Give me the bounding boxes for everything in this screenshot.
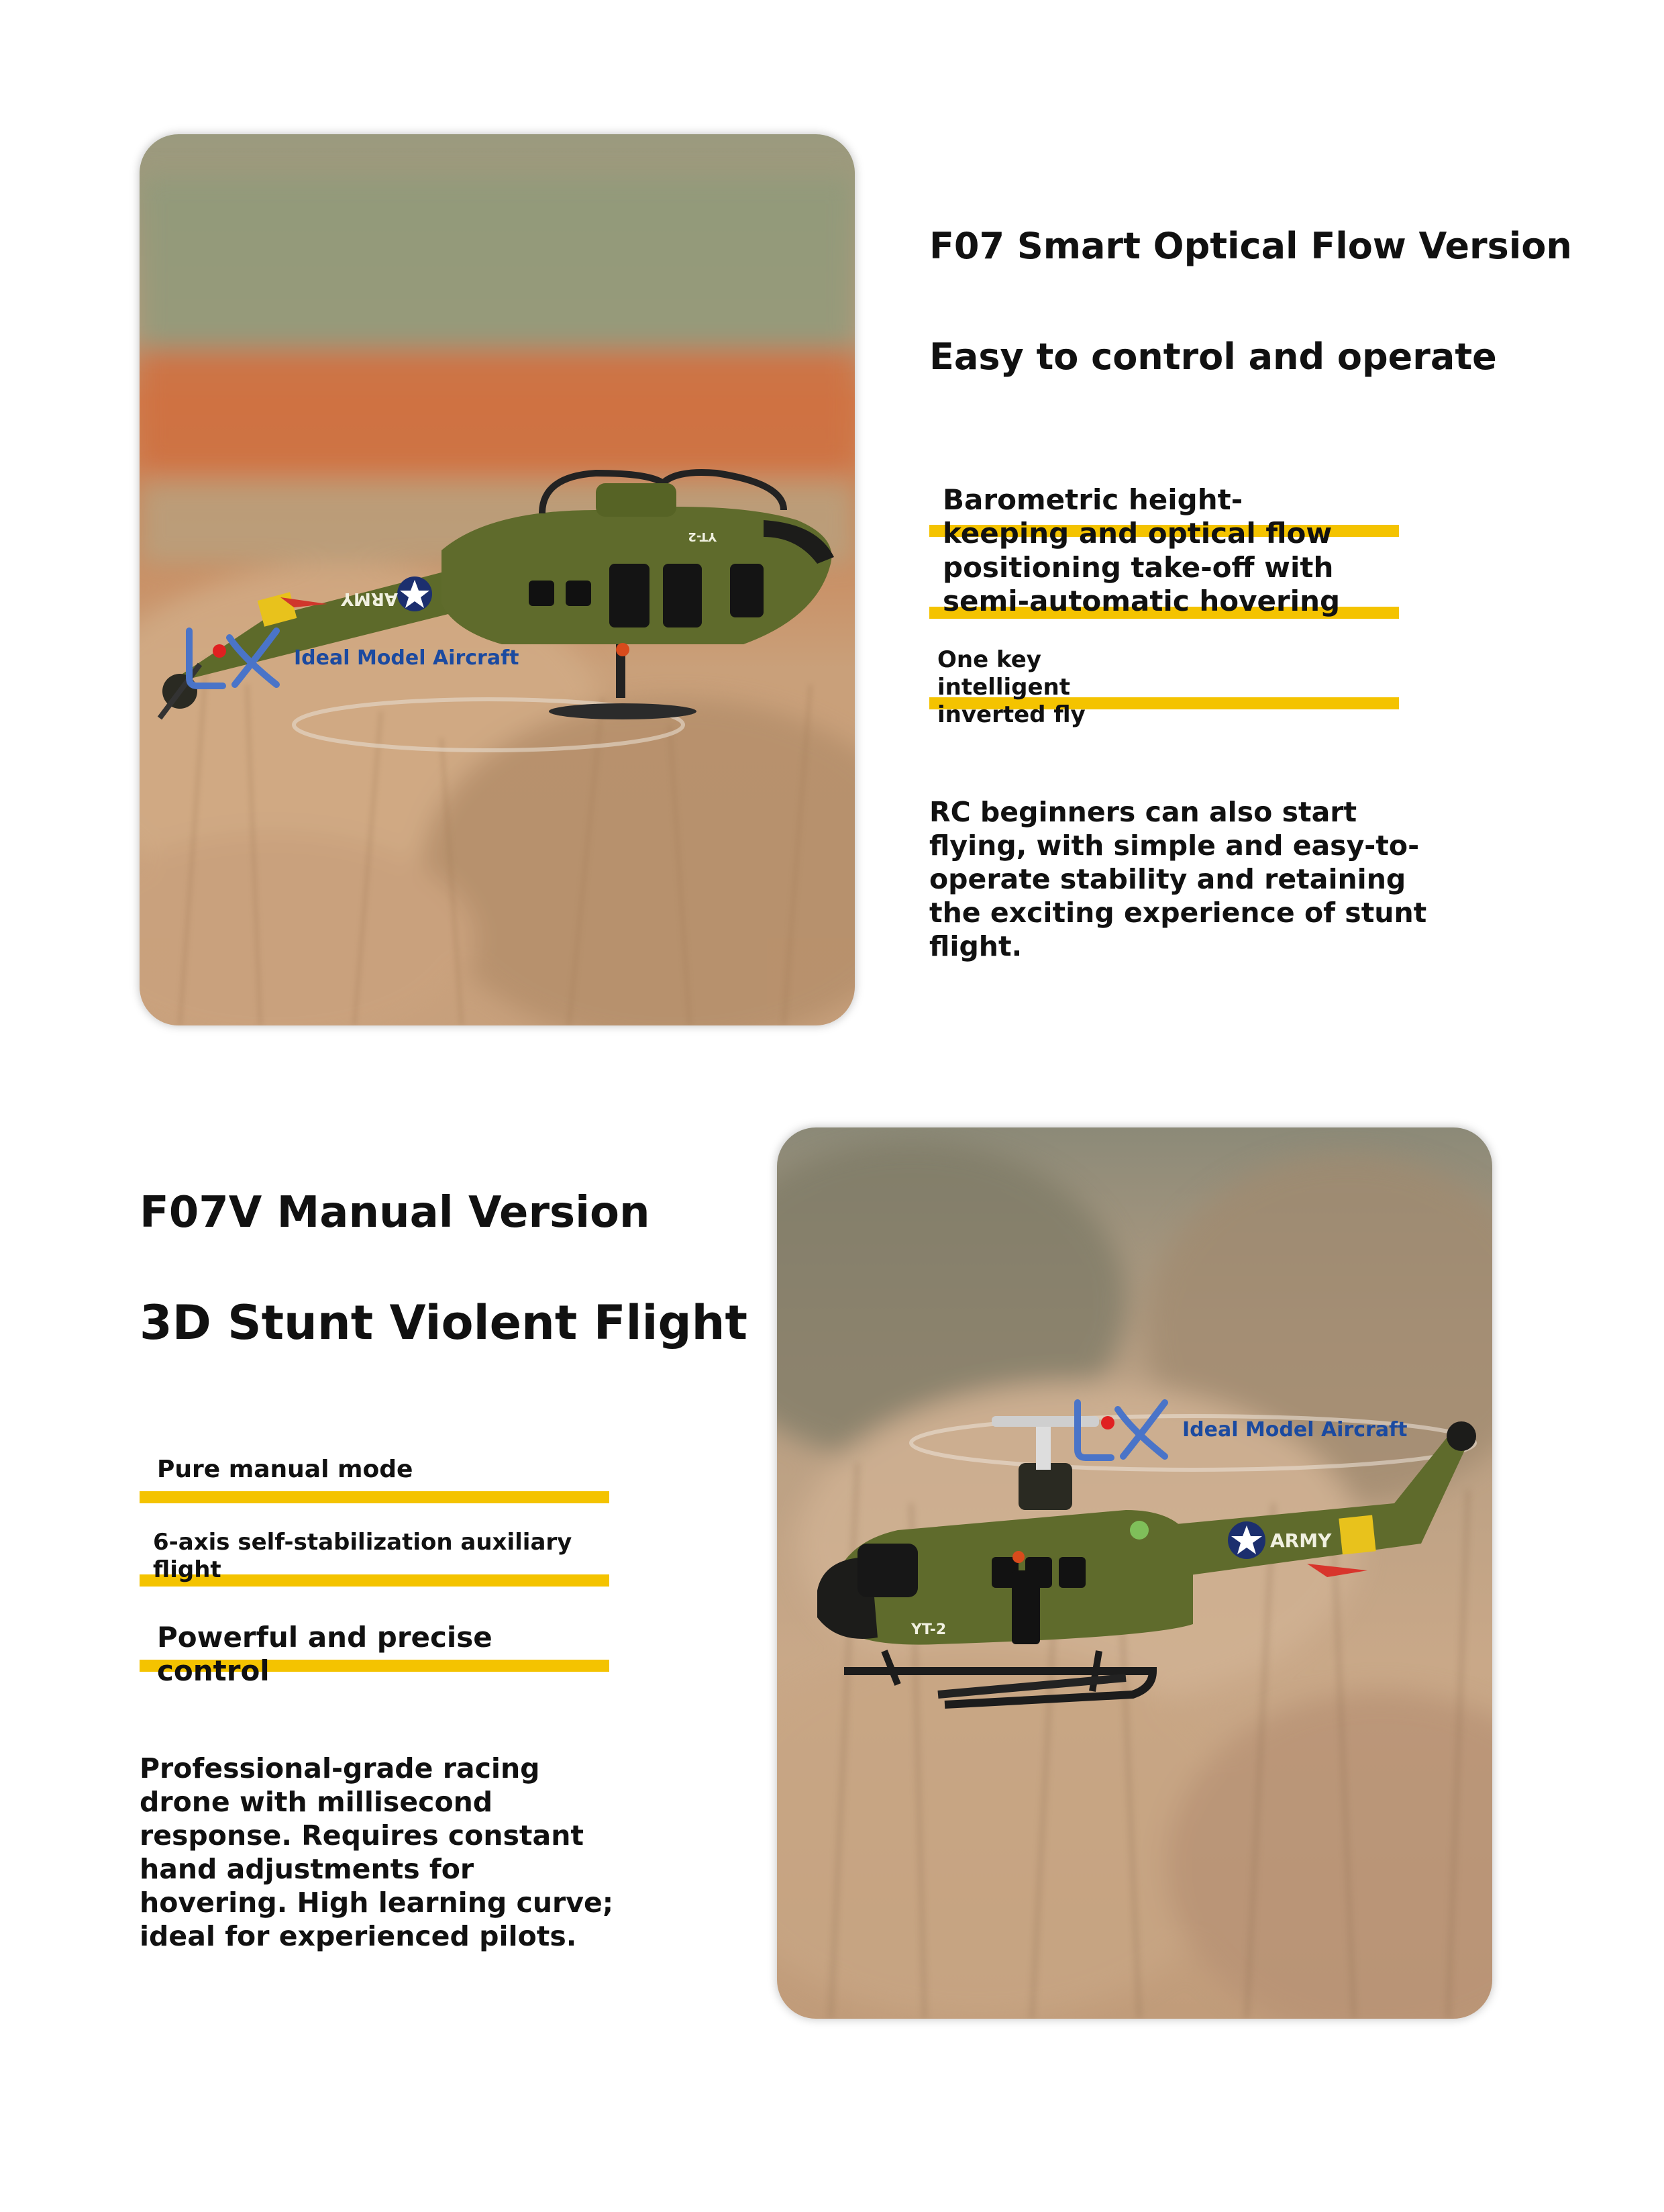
section1-feature-2 (929, 646, 1399, 728)
helicopter-photo-bottom (777, 1127, 1492, 2019)
watermark-bottom (1071, 1396, 1407, 1463)
army-marking-top: ARMY (341, 589, 398, 609)
section1-feature-2-text: One key intelligent inverted fly (937, 646, 1086, 728)
watermark-text: Ideal Model Aircraft (1182, 1417, 1408, 1442)
yt2-marking-top: YT-2 (688, 530, 717, 544)
svg-text:YT-2 (688, 530, 717, 544)
section1-description: RC beginners can also start flying, with simple and easy-to-operate stability and retaining the exciting experience of stunt flight. (929, 796, 1427, 963)
section2-feature-2 (140, 1529, 609, 1584)
svg-text:YT-2 (911, 1621, 946, 1638)
helicopter-illustration-bottom (777, 1127, 1492, 2019)
army-marking-bottom: ARMY (1270, 1529, 1332, 1552)
section1-subtitle: Easy to control and operate (929, 336, 1497, 378)
section2-feature-3-text: Powerful and precise control (157, 1621, 492, 1688)
watermark-top (183, 624, 519, 691)
svg-text:ARMY (340, 589, 398, 609)
section2-feature-3 (140, 1621, 609, 1689)
helicopter-photo-top (140, 134, 855, 1025)
helicopter-illustration-top (140, 134, 855, 1025)
section2-feature-1 (140, 1455, 609, 1484)
section1-feature-1-text: Barometric height-keeping and optical flow positioning take-off with semi-automatic hovering (943, 483, 1341, 618)
section2-title: F07V Manual Version (140, 1188, 650, 1238)
section2-subtitle: 3D Stunt Violent Flight (140, 1295, 747, 1350)
svg-text:ARMY (1270, 1529, 1332, 1552)
section1-title: F07 Smart Optical Flow Version (929, 225, 1572, 267)
watermark-text: Ideal Model Aircraft (294, 646, 519, 670)
lx-logo-icon (183, 624, 283, 691)
yt2-marking-bottom: YT-2 (911, 1621, 947, 1638)
section2-feature-1-text: Pure manual mode (157, 1456, 413, 1483)
section1-feature-1 (929, 483, 1399, 619)
section2-feature-2-text: 6-axis self-stabilization auxiliary flight (153, 1529, 572, 1583)
section2-description: Professional-grade racing drone with millisecond response. Requires constant hand adjustments for hovering. High learning curve; ideal for experienced pilots. (140, 1752, 614, 1953)
lx-logo-icon (1071, 1396, 1172, 1463)
